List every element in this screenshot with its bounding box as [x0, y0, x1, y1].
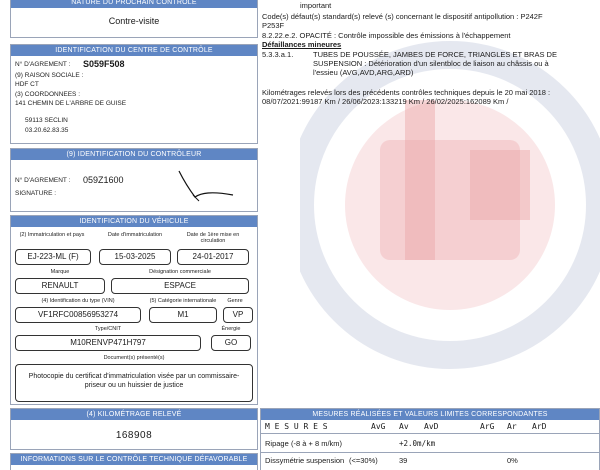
minor-text3: l'essieu (AVG,AVD,ARG,ARD): [313, 68, 414, 77]
next-control-value: Contre-visite: [108, 16, 160, 26]
type-value: M10RENVP471H797: [15, 335, 201, 351]
right-line2: P253F: [262, 21, 285, 30]
mesures-header: MESURES RÉALISÉES ET VALEURS LIMITES CORRESPONDANTES: [261, 409, 599, 420]
mesures-panel: [260, 408, 600, 470]
signature-label: SIGNATURE :: [15, 190, 57, 197]
col-ar: Ar: [507, 422, 517, 431]
energie-value: GO: [211, 335, 251, 351]
controleur-panel: [10, 148, 258, 212]
date-circ-caption: Date de 1ère mise en circulation: [186, 232, 240, 244]
categorie-value: M1: [149, 307, 217, 323]
immat-value: EJ-223-ML (F): [15, 249, 91, 265]
immat-caption: (2) Immatriculation et pays: [19, 232, 85, 238]
col-avg: AvG: [371, 422, 386, 431]
right-line1: Code(s) défaut(s) standard(s) relevé (s) concernant le dispositif antipollution : P242F: [262, 12, 543, 21]
ripage-value: +2.0m/km: [399, 439, 436, 448]
ripage-limit: (-8 à + 8 m/km): [291, 439, 343, 448]
coord-label: (3) COORDONNEES :: [15, 91, 81, 98]
controleur-header: (9) IDENTIFICATION DU CONTRÔLEUR: [11, 149, 257, 160]
docs-caption: Document(s) présenté(s): [103, 355, 165, 361]
kilometrage-value: 168908: [115, 430, 153, 441]
kilometrage-header: (4) KILOMÉTRAGE RELEVÉ: [11, 409, 257, 420]
marque-value: RENAULT: [15, 278, 105, 294]
ripage-label: Ripage: [265, 439, 289, 448]
minor-text1: TUBES DE POUSSÉE, JAMBES DE FORCE, TRIANGLES ET BRAS DE: [313, 50, 557, 59]
genre-caption: Genre: [227, 298, 243, 304]
date-circ-value: 24-01-2017: [177, 249, 249, 265]
col-arg: ArG: [480, 422, 495, 431]
raison-label: (9) RAISON SOCIALE :: [15, 72, 84, 79]
km-history-line2: 08/07/2021:99187 Km / 26/06/2023:133219 Km / 26/02/2025:162089 Km /: [262, 97, 509, 106]
col-av: Av: [399, 422, 409, 431]
signature-mark: [171, 167, 241, 203]
categorie-caption: (5) Catégorie internationale: [149, 298, 217, 304]
km-history-line1: Kilométrages relevés lors des précédents contrôles techniques depuis le 20 mai 2018 :: [262, 88, 551, 97]
dissym-label: Dissymétrie suspension: [265, 456, 345, 465]
centre-header: IDENTIFICATION DU CENTRE DE CONTRÔLE: [11, 45, 257, 56]
docs-value: Photocopie du certificat d'immatriculation visée par un commissaire-priseur ou un huissier de justice: [15, 364, 253, 402]
dissym-limit: (<=30%): [349, 456, 378, 465]
next-control-header: NATURE DU PROCHAIN CONTRÔLE: [11, 0, 257, 8]
vin-value: VF1RFC00856953274: [15, 307, 141, 323]
address-line1: 141 CHEMIN DE L'ARBRE DE GUISE: [15, 100, 127, 107]
centre-agrement-value: S059F508: [83, 59, 125, 69]
watermark-logo: [300, 30, 600, 410]
controleur-agrement-label: N° D'AGREMENT :: [15, 177, 71, 184]
kilometrage-panel: [10, 408, 258, 450]
date-immat-value: 15-03-2025: [99, 249, 171, 265]
col-avd: AvD: [424, 422, 439, 431]
controleur-agrement-value: 059Z1600: [83, 175, 124, 185]
centre-panel: [10, 44, 258, 144]
next-control-panel: [10, 0, 258, 38]
dissym-av-value: 39: [399, 456, 408, 465]
info-defavorable-header: INFORMATIONS SUR LE CONTRÔLE TECHNIQUE DÉFAVORABLE: [11, 454, 257, 465]
info-defavorable-panel: [10, 453, 258, 470]
minor-title: Défaillances mineures: [262, 40, 342, 49]
col-ard: ArD: [532, 422, 547, 431]
dissym-ar-value: 0%: [507, 456, 518, 465]
marque-caption: Marque: [50, 269, 70, 275]
energie-caption: Énergie: [221, 326, 241, 332]
minor-text2: SUSPENSION : Détérioration d'un silentbloc de liaison au châssis ou à: [313, 59, 549, 68]
col-mesures: M E S U R E S: [265, 422, 328, 431]
vin-caption: (4) Identification du type (VIN): [41, 298, 115, 304]
designation-caption: Désignation commerciale: [149, 269, 211, 275]
phone: 03.20.62.83.35: [25, 127, 69, 134]
minor-code: 5.3.3.a.1.: [262, 50, 294, 59]
genre-value: VP: [223, 307, 253, 323]
right-important: important: [300, 1, 332, 10]
type-caption: Type/CNIT: [94, 326, 122, 332]
designation-value: ESPACE: [111, 278, 249, 294]
address-line2: 59113 SECLIN: [25, 117, 68, 124]
date-immat-caption: Date d'immatriculation: [107, 232, 163, 238]
vehicule-header: IDENTIFICATION DU VÉHICULE: [11, 216, 257, 227]
right-line3: 8.2.22.e.2. OPACITÉ : Contrôle impossible des émissions à l'échappement: [262, 31, 511, 40]
centre-agrement-label: N° D'AGREMENT :: [15, 61, 71, 68]
raison-value: HDF CT: [15, 81, 39, 88]
vehicule-panel: [10, 215, 258, 405]
